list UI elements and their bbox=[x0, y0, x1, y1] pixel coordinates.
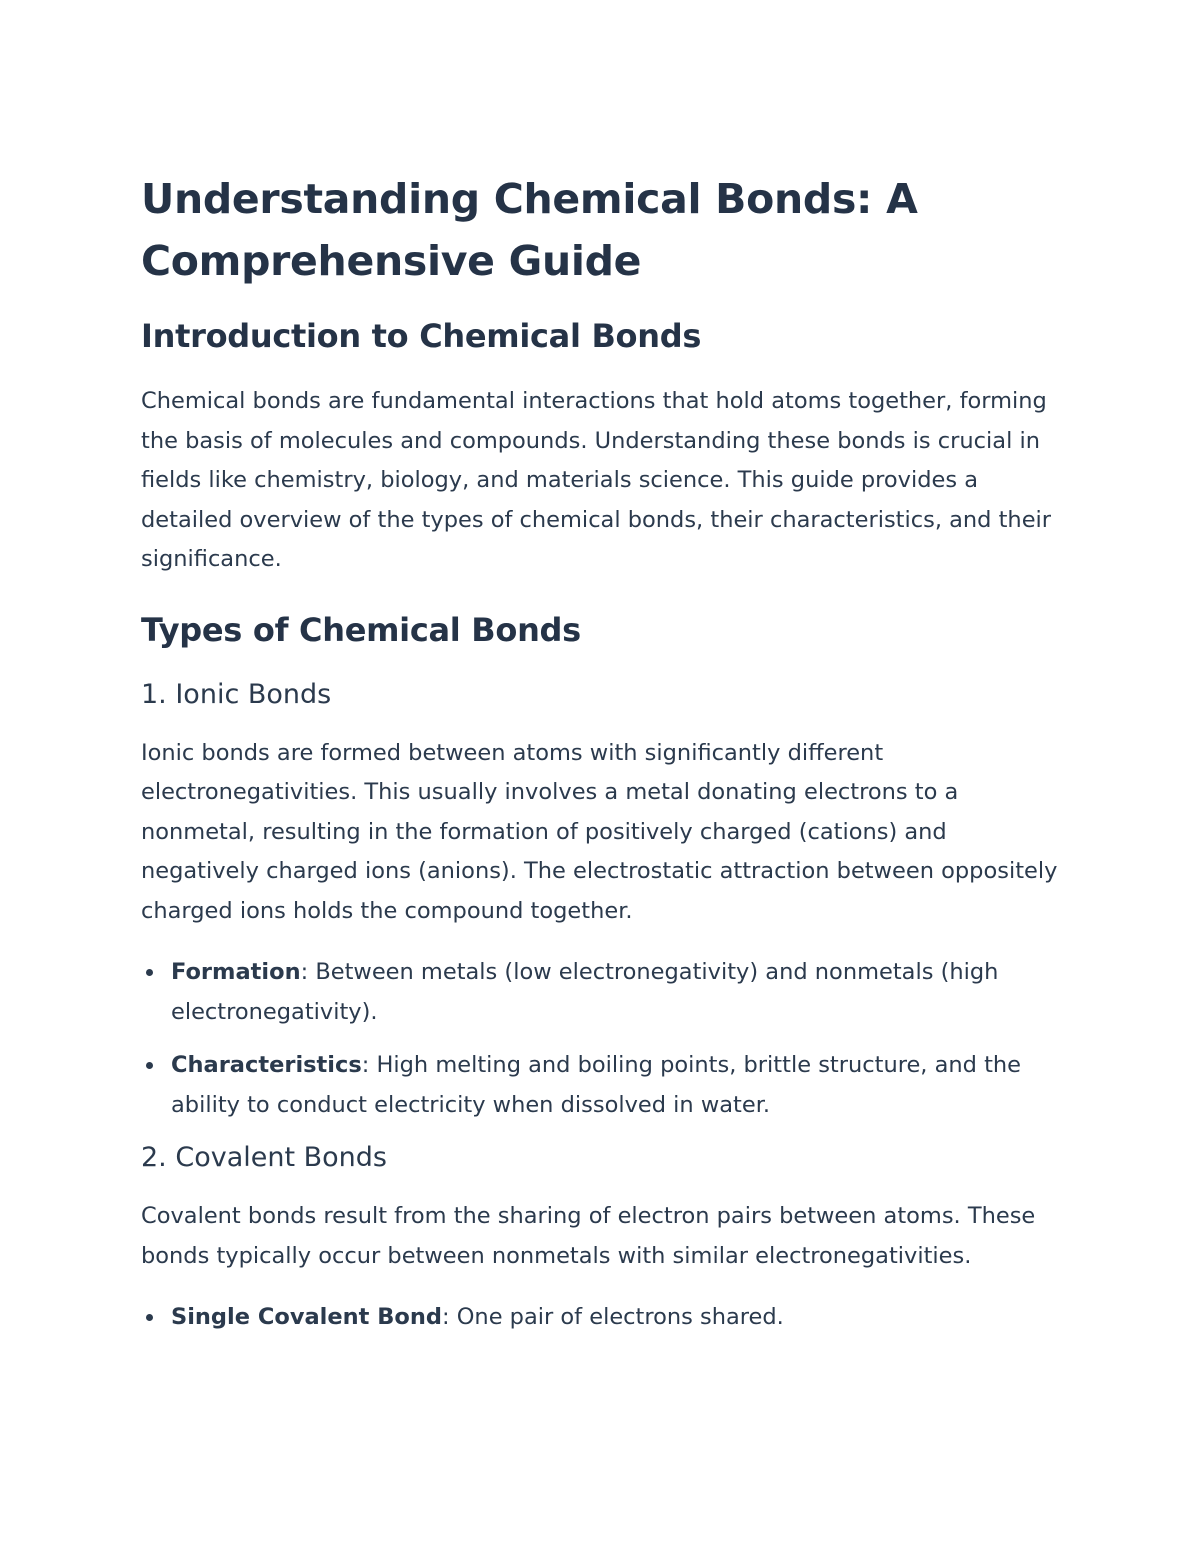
list-item bbox=[141, 953, 1061, 1032]
subsection-heading-ionic: 1. Ionic Bonds bbox=[141, 678, 332, 710]
list-item-separator: : bbox=[441, 1304, 457, 1330]
subsection-heading-covalent: 2. Covalent Bonds bbox=[141, 1142, 387, 1173]
list-item-term: Characteristics bbox=[171, 1052, 362, 1078]
intro-paragraph: Chemical bonds are fundamental interactions that hold atoms together, forming the basis of molecules and compounds. Understanding these bonds is crucial in fields like chemistry, biology, and materials science. This guide provides a detailed overview of the types of chemical bonds, their characteristics, and their significance. bbox=[141, 388, 1052, 572]
bullet-icon bbox=[146, 969, 153, 976]
list-item-text: One pair of electrons shared. bbox=[456, 1304, 784, 1330]
document-title: Understanding Chemical Bonds: A Comprehensive Guide bbox=[141, 175, 918, 285]
ionic-paragraph: Ionic bonds are formed between atoms with significantly different electronegativities. This usually involves a metal donating electrons to a nonmetal, resulting in the formation of positively charged (cations) and negatively charged ions (anions). The electrostatic attraction between oppositely charged ions holds the compound together. bbox=[141, 739, 1058, 924]
section-heading-introduction: Introduction to Chemical Bonds bbox=[141, 317, 702, 355]
covalent-bullet-list bbox=[141, 1298, 1061, 1338]
list-item-separator: : bbox=[361, 1052, 377, 1078]
section-heading-types: Types of Chemical Bonds bbox=[141, 610, 581, 649]
covalent-paragraph: Covalent bonds result from the sharing of electron pairs between atoms. These bonds typically occur between nonmetals with similar electronegativities. bbox=[141, 1203, 1036, 1269]
list-item-term: Formation bbox=[171, 959, 301, 985]
bullet-icon bbox=[146, 1062, 153, 1069]
list-item-term: Single Covalent Bond bbox=[171, 1304, 442, 1330]
bullet-icon bbox=[146, 1314, 153, 1321]
list-item-text: High melting and boiling points, brittle structure, and the ability to conduct electricity when dissolved in water. bbox=[171, 1052, 1022, 1118]
ionic-bullet-list bbox=[141, 953, 1061, 1125]
document-page bbox=[141, 168, 1061, 1352]
list-item-text: Between metals (low electronegativity) and nonmetals (high electronegativity). bbox=[171, 959, 999, 1025]
list-item bbox=[141, 1298, 1061, 1338]
list-item bbox=[141, 1046, 1061, 1125]
list-item-separator: : bbox=[300, 959, 316, 985]
